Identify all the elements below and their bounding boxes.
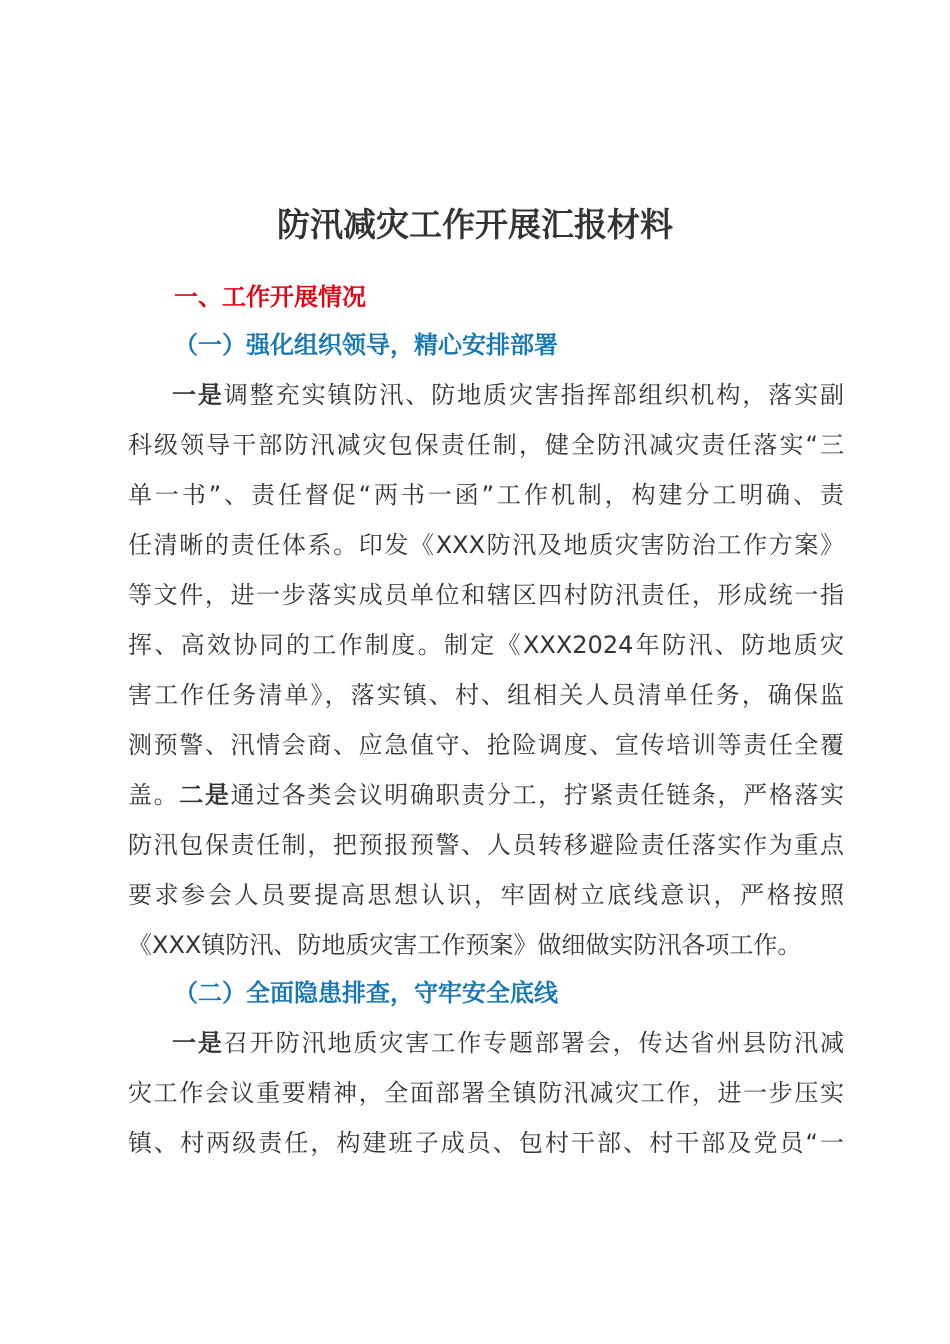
paragraph-line: 等文件，进一步落实成员单位和辖区四村防汛责任，形成统一指 (128, 581, 844, 609)
paragraph-organization (128, 370, 844, 970)
document-title: 防汛减灾工作开展汇报材料 (277, 205, 673, 244)
paragraph-line: 挥、高效协同的工作制度。制定《XXX2024年防汛、防地质灾 (128, 631, 844, 659)
subsection-heading-organization: （一）强化组织领导，精心安排部署 (174, 331, 558, 359)
paragraph-line: 单一书”、责任督促“两书一函”工作机制，构建分工明确、责 (128, 481, 844, 509)
lead-marker-second: 二是 (179, 781, 231, 809)
paragraph-line: 盖。二是通过各类会议明确职责分工，拧紧责任链条，严格落实 (128, 781, 844, 809)
paragraph-line: 科级领导干部防汛减灾包保责任制，健全防汛减灾责任落实“三 (128, 431, 844, 459)
paragraph-line: 一是召开防汛地质灾害工作专题部署会，传达省州县防汛减 (172, 1029, 844, 1057)
paragraph-line: 灾工作会议重要精神，全面部署全镇防汛减灾工作，进一步压实 (128, 1079, 844, 1107)
paragraph-line: 《XXX镇防汛、防地质灾害工作预案》做细做实防汛各项工作。 (128, 931, 802, 959)
paragraph-line: 镇、村两级责任，构建班子成员、包村干部、村干部及党员“一 (128, 1129, 844, 1157)
paragraph-line: 要求参会人员要提高思想认识，牢固树立底线意识，严格按照 (128, 881, 844, 909)
paragraph-line: 测预警、汛情会商、应急值守、抢险调度、宣传培训等责任全覆 (128, 731, 844, 759)
lead-marker-first: 一是 (172, 1029, 224, 1057)
paragraph-line: 防汛包保责任制，把预报预警、人员转移避险责任落实作为重点 (128, 831, 844, 859)
section-heading-work-status: 一、工作开展情况 (174, 283, 366, 311)
paragraph-line: 一是调整充实镇防汛、防地质灾害指挥部组织机构，落实副 (172, 381, 844, 409)
subsection-heading-hazard-inspection: （二）全面隐患排查，守牢安全底线 (174, 979, 558, 1007)
paragraph-line: 害工作任务清单》，落实镇、村、组相关人员清单任务，确保监 (128, 681, 844, 709)
lead-marker-first: 一是 (172, 381, 224, 409)
paragraph-hazard-inspection (128, 1018, 844, 1168)
paragraph-line: 任清晰的责任体系。印发《XXX防汛及地质灾害防治工作方案》 (128, 531, 844, 559)
